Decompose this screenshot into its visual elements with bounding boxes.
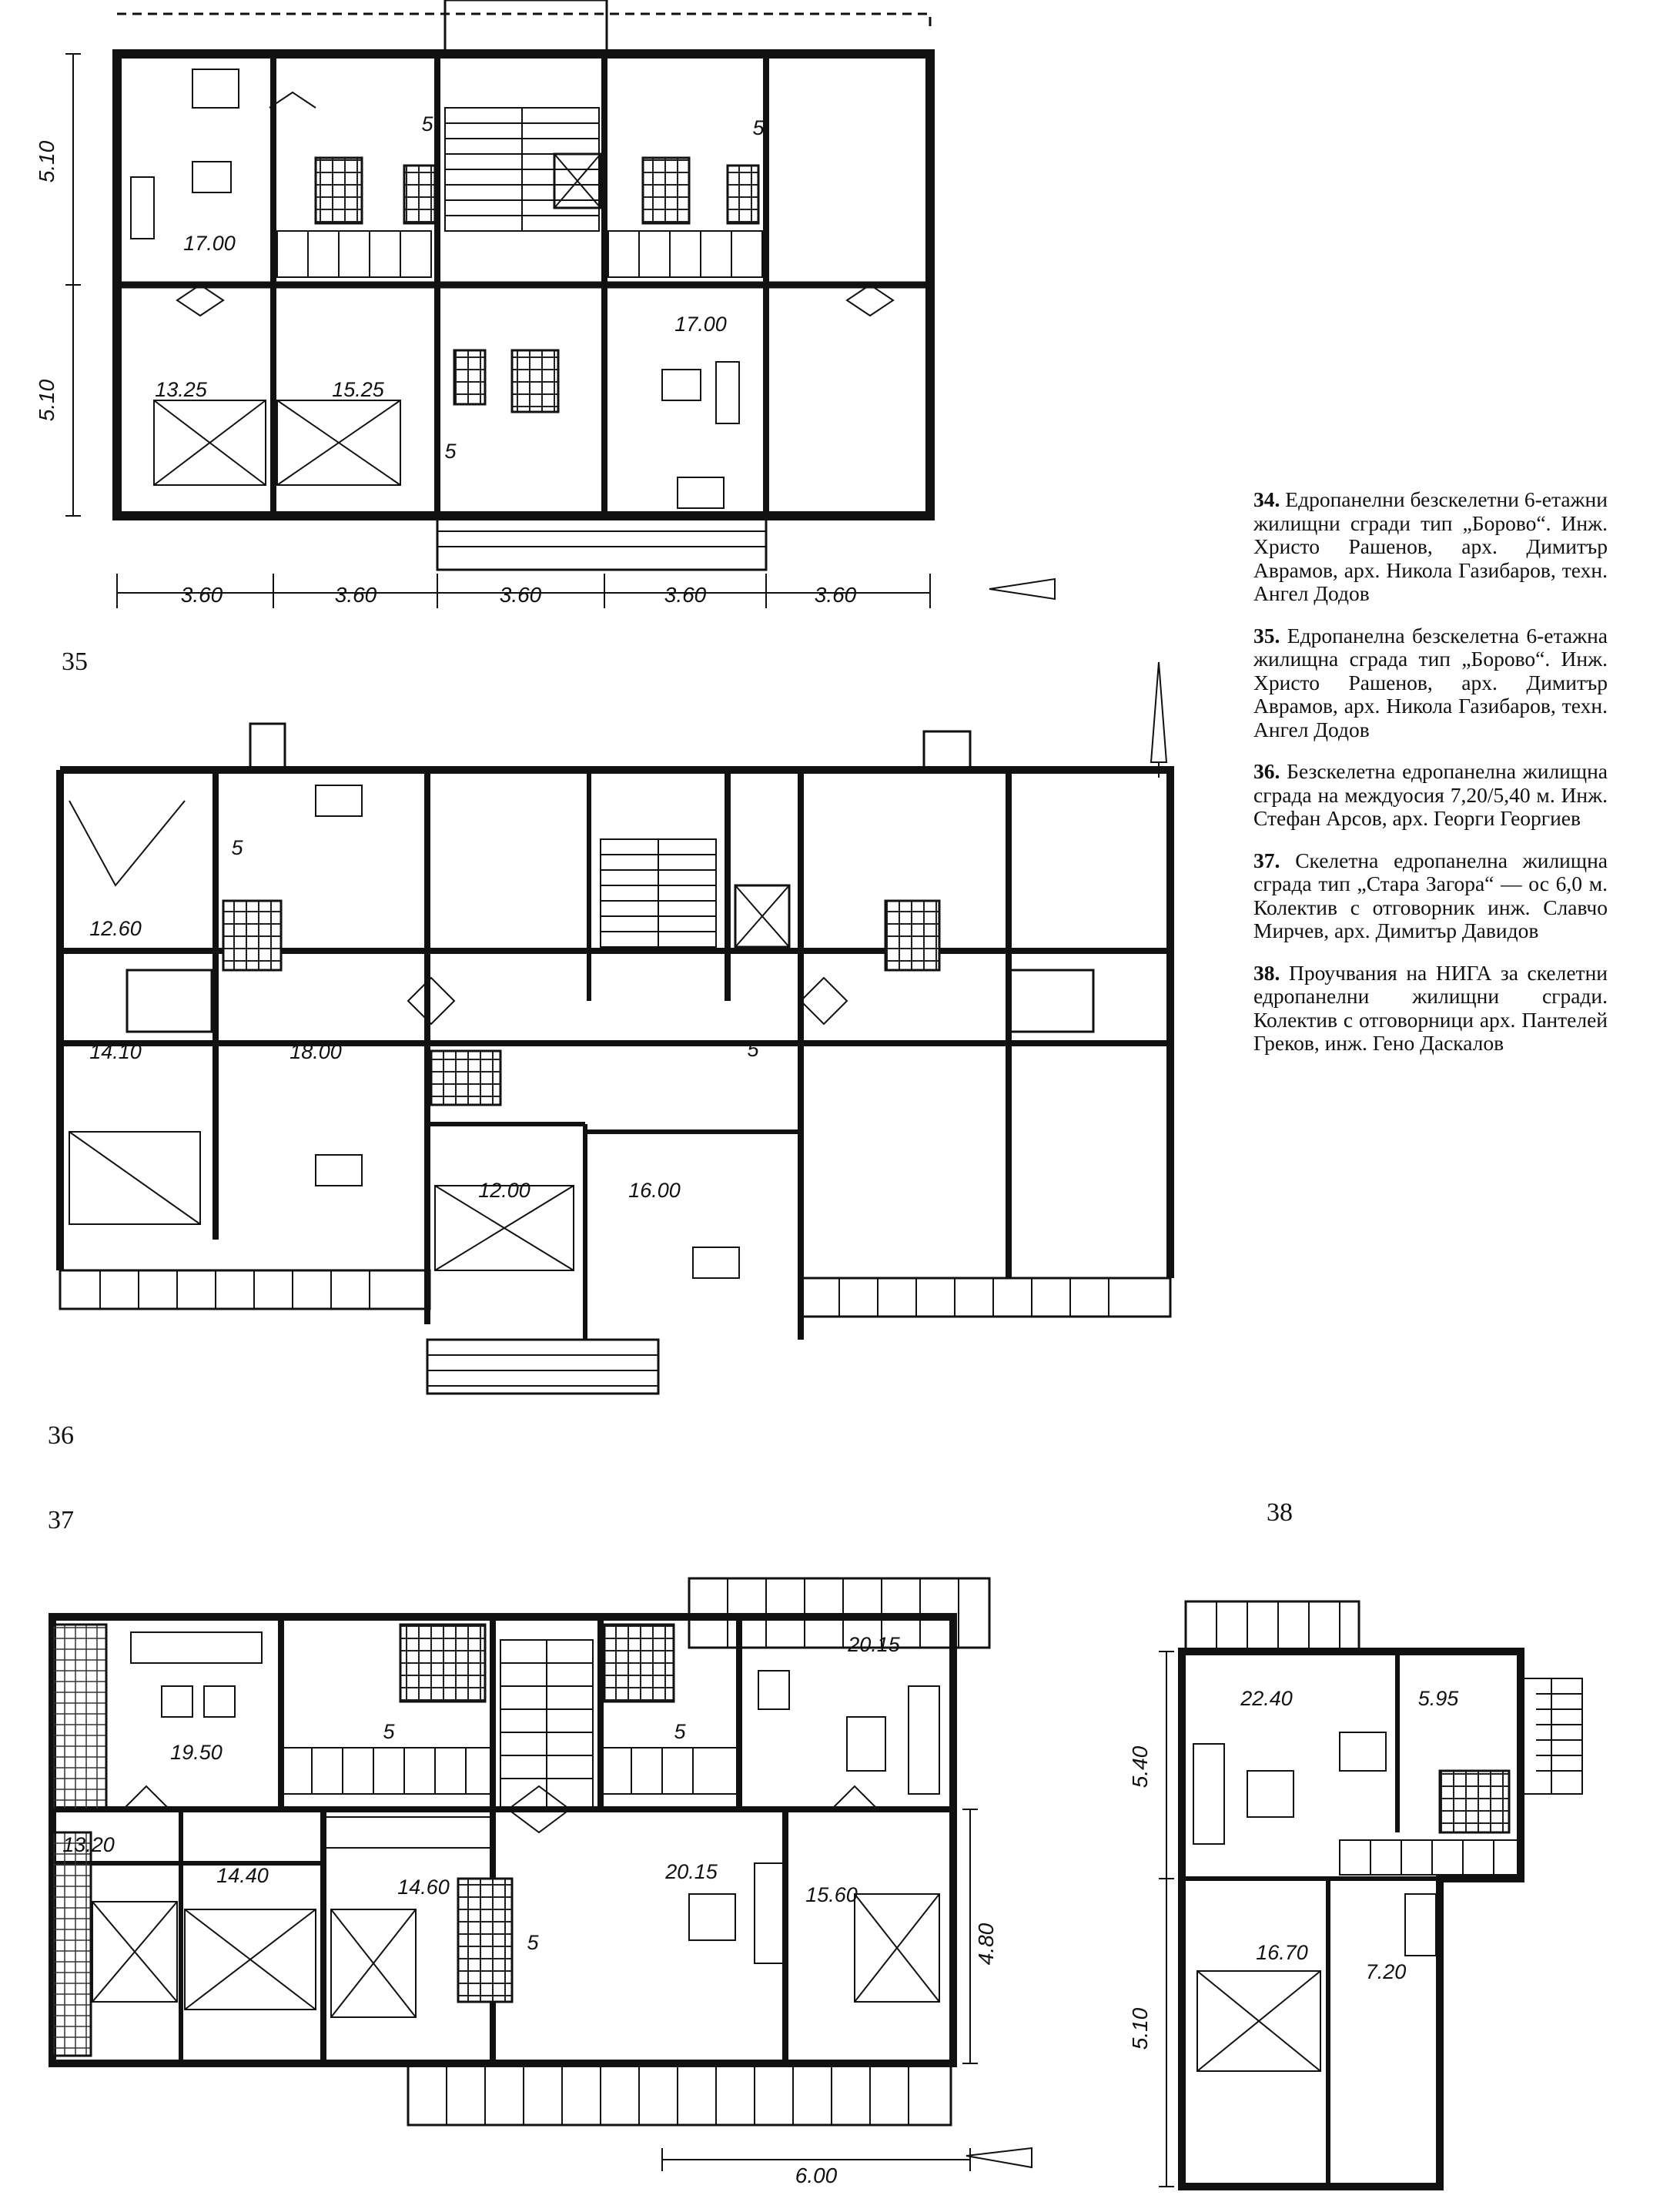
plan37-area-6: 20.15: [665, 1860, 718, 1883]
plan37-area-4: 14.40: [216, 1864, 269, 1887]
figure-number-38: 38: [1267, 1498, 1293, 1527]
plan34-area-4: 17.00: [674, 313, 727, 336]
plan34-dim-h5: 3.60: [814, 583, 857, 607]
plan34-area-1: 17.00: [183, 232, 236, 255]
plan35-area-4: 12.00: [478, 1179, 530, 1202]
plan34-dim-v1: 5.10: [35, 140, 59, 183]
plan35-mark-2: 5: [747, 1038, 759, 1061]
captions-column: [1253, 488, 1608, 1074]
plan34-area-3: 15.25: [332, 378, 384, 401]
caption-37-number: 37.: [1253, 848, 1280, 872]
caption-34-number: 34.: [1253, 487, 1280, 511]
plan34-dim-h1: 3.60: [180, 583, 223, 607]
plan37-area-7: 15.60: [805, 1883, 858, 1906]
plan34-area-2: 13.25: [155, 378, 207, 401]
plan37-mark-2: 5: [674, 1720, 686, 1743]
plan37-mark-3: 5: [527, 1931, 539, 1954]
caption-35-number: 35.: [1253, 623, 1280, 648]
caption-35: [1253, 624, 1608, 742]
plan35-mark-1: 5: [231, 836, 243, 859]
caption-36-text: Безскелетна едропанелна жилищна сграда на междуосия 7,20/5,40 м. Инж. Стефан Арсов, арх. Георги Георгиев: [1253, 759, 1608, 830]
plan34-mark-2: 5: [752, 116, 765, 139]
plan38-area-4: 7.20: [1365, 1960, 1407, 1983]
caption-38: [1253, 962, 1608, 1056]
plan38-dim-v2: 5.10: [1128, 2007, 1152, 2050]
plan37-dim-v: 4.80: [974, 1923, 998, 1966]
caption-38-number: 38.: [1253, 960, 1280, 985]
caption-35-text: Едропанелна безскелетна 6-етажна жилищна сграда тип „Борово“. Инж. Христо Рашенов, арх. Димитър Аврамов, арх. Никола Газибаров, техн. Ангел Додов: [1253, 623, 1608, 741]
figure-number-37: 37: [48, 1506, 74, 1534]
caption-36-number: 36.: [1253, 759, 1280, 783]
plan-37: [52, 1578, 1032, 2171]
plan-34: [65, 0, 1055, 608]
plan34-mark-3: 5: [444, 440, 457, 463]
plan34-dim-h2: 3.60: [334, 583, 377, 607]
caption-37: [1253, 849, 1608, 943]
plan38-area-1: 22.40: [1240, 1687, 1293, 1710]
plan34-dim-h4: 3.60: [664, 583, 707, 607]
plan37-area-2: 20.15: [848, 1633, 900, 1656]
plan37-area-1: 19.50: [170, 1741, 223, 1764]
plan35-area-5: 16.00: [628, 1179, 681, 1202]
plan35-area-1: 12.60: [89, 917, 142, 940]
caption-38-text: Проучвания на НИГА за скелетни едропанелни жилищни сгради. Колектив с отговорници арх. Пантелей Греков, инж. Гено Даскалов: [1253, 960, 1608, 1055]
plan38-area-3: 16.70: [1256, 1941, 1308, 1964]
plan37-area-3: 13.20: [62, 1833, 115, 1856]
figure-number-35: 35: [62, 648, 88, 676]
caption-37-text: Скелетна едропанелна жилищна сграда тип „Стара Загора“ — ос 6,0 м. Колектив с отговорник инж. Славчо Мирчев, арх. Димитър Давидов: [1253, 848, 1608, 942]
plan37-area-5: 14.60: [397, 1876, 450, 1899]
plan35-area-3: 18.00: [289, 1040, 342, 1063]
plan34-mark-1: 5: [421, 112, 433, 136]
plan38-area-2: 5.95: [1417, 1687, 1459, 1710]
plan34-dim-v2: 5.10: [35, 379, 59, 422]
caption-34-text: Едропанелни безскелетни 6-етажни жилищни сгради тип „Борово“. Инж. Христо Рашенов, арх. Димитър Аврамов, арх. Никола Газибаров, техн. Ангел Додов: [1253, 487, 1608, 605]
plan37-dim-h: 6.00: [795, 2163, 838, 2187]
plan34-dim-h3: 3.60: [499, 583, 542, 607]
plan38-dim-v1: 5.40: [1128, 1745, 1152, 1789]
caption-34: [1253, 488, 1608, 606]
plan37-mark-1: 5: [383, 1720, 395, 1743]
plan35-area-2: 14.10: [89, 1040, 142, 1063]
plan-38: [1159, 1601, 1582, 2187]
figure-number-36: 36: [48, 1421, 74, 1450]
caption-36: [1253, 760, 1608, 831]
plan-35: [60, 662, 1170, 1394]
